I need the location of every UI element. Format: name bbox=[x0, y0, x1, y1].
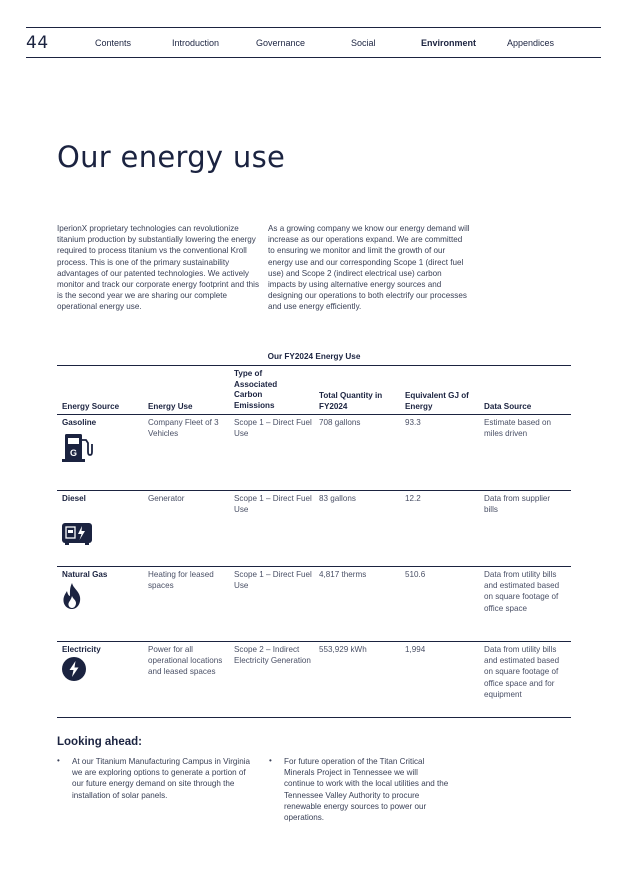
page-title: Our energy use bbox=[57, 140, 286, 174]
nav-environment[interactable]: Environment bbox=[421, 38, 477, 48]
nav-social[interactable]: Social bbox=[351, 38, 376, 48]
nav-appendices[interactable]: Appendices bbox=[507, 38, 555, 48]
header-energy-use: Energy Use bbox=[148, 402, 193, 411]
nav-governance[interactable]: Governance bbox=[256, 38, 306, 48]
table-caption: Our FY2024 Energy Use bbox=[267, 352, 361, 361]
row-natural-gas-quantity: 4,817 therms bbox=[319, 570, 367, 579]
row-electricity-data-source: Data from utility bills and estimated based on square footage of office space and for equipment bbox=[484, 645, 560, 699]
header-energy-source: Energy Source bbox=[62, 402, 120, 411]
row-natural-gas-source: Natural Gas bbox=[62, 570, 108, 579]
row-gasoline-use: Company Fleet of 3 Vehicles bbox=[148, 418, 219, 439]
row-divider bbox=[57, 490, 571, 491]
intro-paragraph-right: As a growing company we know our energy demand will increase as our operations expand. We are committed to ensuring we monitor and limit the growth of our energy use and our corresponding Scope 1 (direct fuel use) and Scope 2 (indirect electrical use) carbon impacts by using alternative energy sources and designing our operations to both electrify our processes and use energy efficiently. bbox=[268, 224, 470, 312]
header-top-rule bbox=[26, 27, 601, 28]
row-natural-gas-use: Heating for leased spaces bbox=[148, 570, 214, 591]
row-gasoline-scope: Scope 1 – Direct Fuel Use bbox=[234, 418, 312, 439]
bullet-marker: • bbox=[57, 756, 60, 765]
table-top-rule bbox=[57, 365, 571, 366]
header-data-source: Data Source bbox=[484, 402, 532, 411]
row-gasoline-source: Gasoline bbox=[62, 418, 97, 427]
bullet-marker: • bbox=[269, 756, 272, 765]
row-natural-gas-gj: 510.6 bbox=[405, 570, 426, 579]
row-natural-gas-data-source: Data from utility bills and estimated based on square footage of office space bbox=[484, 570, 560, 613]
row-divider bbox=[57, 566, 571, 567]
flame-icon bbox=[62, 583, 82, 609]
row-divider bbox=[57, 641, 571, 642]
looking-ahead-bullet-2: For future operation of the Titan Critical Minerals Project in Tennessee we will continue to work with the local utilities and the Tennessee Valley Authority to procure renewable energy sources to power our operations. bbox=[284, 757, 449, 823]
row-diesel-data-source: Data from supplier bills bbox=[484, 494, 551, 515]
row-diesel-scope: Scope 1 – Direct Fuel Use bbox=[234, 494, 312, 515]
page-number: 44 bbox=[26, 33, 49, 53]
gas-pump-icon bbox=[62, 432, 94, 462]
row-electricity-use: Power for all operational locations and leased spaces bbox=[148, 645, 223, 677]
row-natural-gas-scope: Scope 1 – Direct Fuel Use bbox=[234, 570, 312, 591]
row-electricity-gj: 1,994 bbox=[405, 645, 426, 654]
intro-paragraph-left: IperionX proprietary technologies can revolutionize titanium production by substantially lowering the energy required to process titanium vs the conventional Kroll process. This is one of the primary sustainability advantages of our patented technologies. We actively monitor and track our corporate energy footprint and this is the second year we are sharing our complete operational energy use. bbox=[57, 224, 260, 312]
row-gasoline-gj: 93.3 bbox=[405, 418, 421, 427]
table-bottom-rule bbox=[57, 717, 571, 718]
generator-icon bbox=[62, 521, 92, 545]
header-total-quantity: Total Quantity in FY2024 bbox=[319, 391, 383, 411]
row-diesel-use: Generator bbox=[148, 494, 185, 503]
looking-ahead-bullet-1: At our Titanium Manufacturing Campus in Virginia we are exploring options to generate a portion of our future energy demand on site through the installation of solar panels. bbox=[72, 757, 250, 800]
lightning-icon bbox=[62, 657, 86, 681]
header-bottom-rule bbox=[26, 57, 601, 58]
nav-introduction[interactable]: Introduction bbox=[172, 38, 220, 48]
row-diesel-gj: 12.2 bbox=[405, 494, 421, 503]
nav-contents[interactable]: Contents bbox=[95, 38, 132, 48]
header-carbon-emissions: Type of Associated Carbon Emissions bbox=[234, 369, 278, 410]
table-header-rule bbox=[57, 414, 571, 415]
svg-text:G: G bbox=[69, 448, 78, 458]
row-electricity-scope: Scope 2 – Indirect Electricity Generation bbox=[234, 645, 311, 666]
row-diesel-quantity: 83 gallons bbox=[319, 494, 356, 503]
row-gasoline-data-source: Estimate based on miles driven bbox=[484, 418, 552, 439]
row-diesel-source: Diesel bbox=[62, 494, 86, 503]
row-electricity-quantity: 553,929 kWh bbox=[319, 645, 367, 654]
row-electricity-source: Electricity bbox=[62, 645, 101, 654]
looking-ahead-heading: Looking ahead: bbox=[57, 736, 142, 748]
row-gasoline-quantity: 708 gallons bbox=[319, 418, 361, 427]
header-equivalent-gj: Equivalent GJ of Energy bbox=[405, 391, 469, 411]
